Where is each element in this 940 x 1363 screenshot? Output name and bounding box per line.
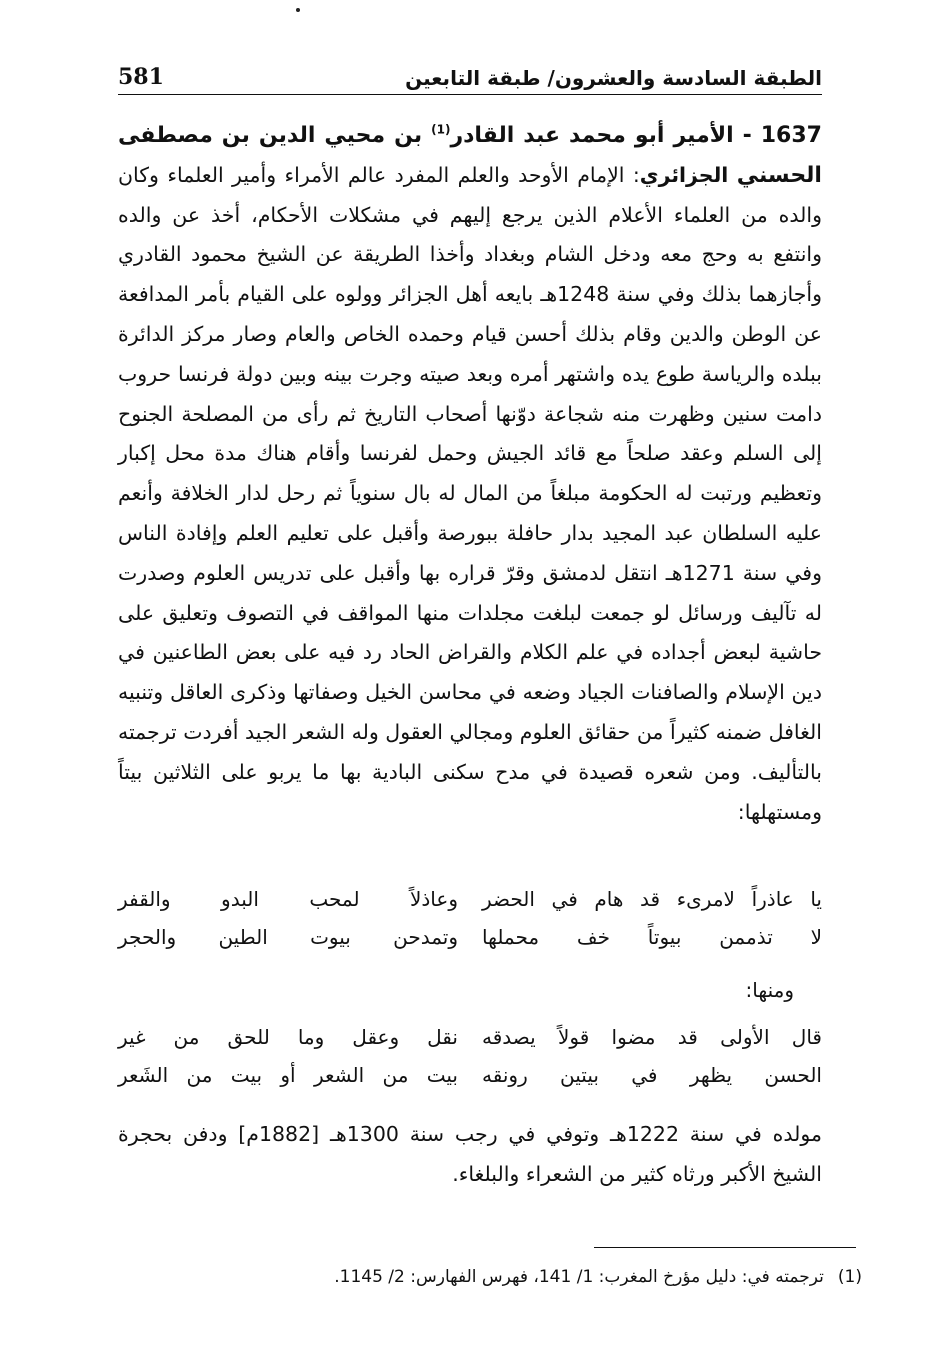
verse-first-hemistich: يا عاذراً لامرىء قد هام في الحضر bbox=[482, 887, 822, 911]
entry-heading-number-name: 1637 - الأمير أبو محمد عبد القادر bbox=[450, 123, 822, 148]
poem-block-opening bbox=[118, 880, 822, 956]
verse-second-hemistich: بيت من الشعر أو بيت من الشَعر bbox=[118, 1063, 458, 1087]
entry-heading-lineage: بن محيي الدين بن مصطفى الحسني bbox=[118, 123, 822, 188]
verse-line bbox=[118, 918, 822, 956]
footnote-divider bbox=[594, 1247, 856, 1248]
verse-second-hemistich: وعاذلاً لمحب البدو والقفر bbox=[118, 887, 458, 911]
verse-line bbox=[118, 880, 822, 918]
verse-first-hemistich: قال الأولى قد مضوا قولاً يصدقه bbox=[482, 1025, 822, 1049]
footnote-reference: (1) bbox=[431, 122, 451, 137]
footnote bbox=[118, 1262, 862, 1292]
footnote-marker: (1) bbox=[837, 1267, 862, 1287]
entry-text: : الإمام الأوحد والعلم المفرد عالم الأمراء وأمير العلماء وكان والده من العلماء الأعلام الذين يرجع إليهم في مشكلات الأحكام، أخذ عن والده وانتفع به وحج معه ودخل الشام وبغداد وأخذا الطريقة عن الشيخ محمود القادري وأجازهما بذلك وفي سنة 1248هـ بايعه أهل الجزائر وولوه على القيام بأمر المدافعة عن الوطن والدين وقام بذلك أحسن قيام وحمده الخاص والعام وصار مركز الدائرة ببلده والرياسة طوع يده واشتهر أمره وبعد صيته وجرت بينه وبين دولة فرنسا حروب دامت سنين وظهرت منه شجاعة دوّنها أصحاب التاريخ ثم رأى من المصلحة الجنوح إلى السلم وعقد صلحاً مع قائد الجيش وحمل لفرنسا وأقام هناك مدة محل إكبار وتعظيم ورتبت له الحكومة مبلغاً من المال له بال سنوياً ثم رحل لدار الخلافة وأنعم عليه السلطان عبد المجيد بدار حافلة ببورصة وأقبل على تعليم العلم وإفادة الناس وفي سنة 1271هـ انتقل لدمشق وقرّ قراره بها وأقبل على تدريس العلوم وصدرت له تآليف ورسائل لو جمعت لبلغت مجلدات منها المواقف في التصوف وتعليق على حاشية لبعض أجداده في علم الكلام والقراض الحاد رد فيه على بعض الطاعنين في دين الإسلام والصافنات الجياد وضعه في محاسن الخيل وصفاتها وذكرى العاقل وتنبيه الغافل ضمنه كثيراً من حقائق العلوم ومجالي العقول وله الشعر الجيد أفردت ترجمته بالتأليف. ومن شعره قصيدة في مدح سكنى البادية بها ما يربو على الثلاثين بيتاً ومستهلها: bbox=[118, 162, 822, 824]
poem-continuation-label: ومنها: bbox=[745, 978, 794, 1002]
closing-paragraph: مولده في سنة 1222هـ وتوفي في رجب سنة 1300هـ [1882م] ودفن بحجرة الشيخ الأكبر ورثاه كثير من الشعراء والبلغاء. bbox=[118, 1122, 822, 1186]
verse-second-hemistich: وتمدحن بيوت الطين والحجر bbox=[118, 925, 458, 949]
poem-block-excerpt bbox=[118, 1018, 822, 1094]
verse-first-hemistich: لا تذممن بيوتاً خف محملها bbox=[482, 925, 822, 949]
page-number: 581 bbox=[118, 64, 164, 90]
print-speck bbox=[296, 8, 300, 12]
entry-epithet: الجزائري bbox=[639, 162, 729, 187]
verse-second-hemistich: نقل وعقل وما للحق من غير bbox=[118, 1025, 458, 1049]
entry-body bbox=[118, 116, 822, 832]
footnote-text: ترجمته في: دليل مؤرخ المغرب: 1/ 141، فهرس الفهارس: 2/ 1145. bbox=[334, 1267, 824, 1287]
page-header bbox=[118, 60, 822, 95]
verse-first-hemistich: الحسن يظهر في بيتين رونقه bbox=[482, 1063, 822, 1087]
running-title: الطبقة السادسة والعشرون/ طبقة التابعين bbox=[405, 66, 822, 90]
verse-line bbox=[118, 1018, 822, 1056]
verse-line bbox=[118, 1056, 822, 1094]
